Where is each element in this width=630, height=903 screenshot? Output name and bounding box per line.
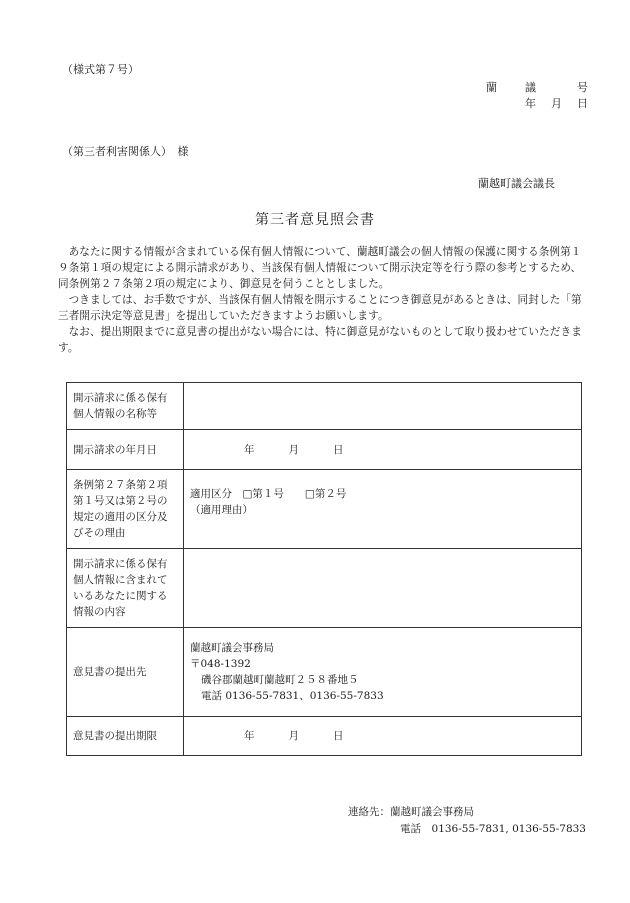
row-value-submission-address [184, 628, 582, 717]
body-paragraph-1: あなたに関する情報が含まれている保有個人情報について、蘭越町議会の個人情報の保護に関する条例第１９条第１項の規定による開示請求があり、当該保有個人情報について開示決定等を行う際の参考とするため、同条例第２７条第２項の規定により、御意見を伺うこととしました。 [58, 246, 582, 290]
body-paragraph-3: なお、提出期限までに意見書の提出がない場合には、特に御意見がないものとして取り扱わせていただきます。 [58, 326, 582, 354]
body-paragraph-2: つきましては、お手数ですが、当該保有個人情報を開示することにつき御意見があるときは、同封した「第三者開示決定等意見書」を提出していただきますようお願いします。 [58, 294, 582, 322]
document-date: 年 月 日 [525, 97, 590, 110]
month-label: 月 [288, 730, 299, 742]
row-value-info-content[interactable] [184, 549, 582, 628]
addressee: （第三者利害関係人） 様 [62, 145, 189, 158]
table-row [67, 430, 582, 470]
classification-reason-label: （適用理由） [190, 504, 253, 516]
document-title: 第三者意見照会書 [255, 212, 375, 228]
table-row [67, 717, 582, 756]
table-row [67, 470, 582, 549]
row-label-request-date: 開示請求の年月日 [67, 430, 184, 470]
row-value-request-date[interactable] [184, 430, 582, 470]
row-label-deadline: 意見書の提出期限 [67, 717, 184, 756]
form-number: （様式第７号） [62, 63, 139, 76]
row-label-submission-address: 意見書の提出先 [67, 628, 184, 717]
day-label: 日 [333, 443, 344, 456]
month-label: 月 [288, 443, 299, 456]
info-table [66, 382, 582, 756]
document-number: 蘭 議 号 [486, 81, 590, 94]
row-value-info-name[interactable] [184, 383, 582, 430]
row-label-info-name: 開示請求に係る保有個人情報の名称等 [67, 383, 184, 430]
row-label-info-content: 開示請求に係る保有個人情報に含まれているあなたに関する情報の内容 [67, 549, 184, 628]
day-label: 日 [333, 730, 344, 742]
year-label: 年 [244, 730, 255, 742]
table-row [67, 383, 582, 430]
contact-phone: 電話 0136-55-7831, 0136-55-7833 [400, 823, 586, 835]
office-phone: 電話 0136-55-7831、0136-55-7833 [201, 690, 384, 702]
classification-checkboxes[interactable]: 適用区分 □第１号 □第２号 [190, 488, 347, 500]
postal-code: 〒048-1392 [190, 658, 251, 670]
table-row [67, 549, 582, 628]
row-label-classification: 条例第２７条第２項第１号又は第２号の規定の適用の区分及びその理由 [67, 470, 184, 549]
office-name: 蘭越町議会事務局 [190, 642, 274, 654]
office-address: 磯谷郡蘭越町蘭越町２５８番地５ [201, 674, 359, 686]
sender: 蘭越町議会議長 [478, 177, 555, 190]
row-value-classification[interactable] [184, 470, 582, 549]
body-text [58, 244, 586, 356]
row-value-deadline[interactable] [184, 717, 582, 756]
contact-office: 連絡先：蘭越町議会事務局 [348, 806, 475, 818]
table-row [67, 628, 582, 717]
contact-info [348, 804, 586, 838]
year-label: 年 [244, 443, 255, 456]
